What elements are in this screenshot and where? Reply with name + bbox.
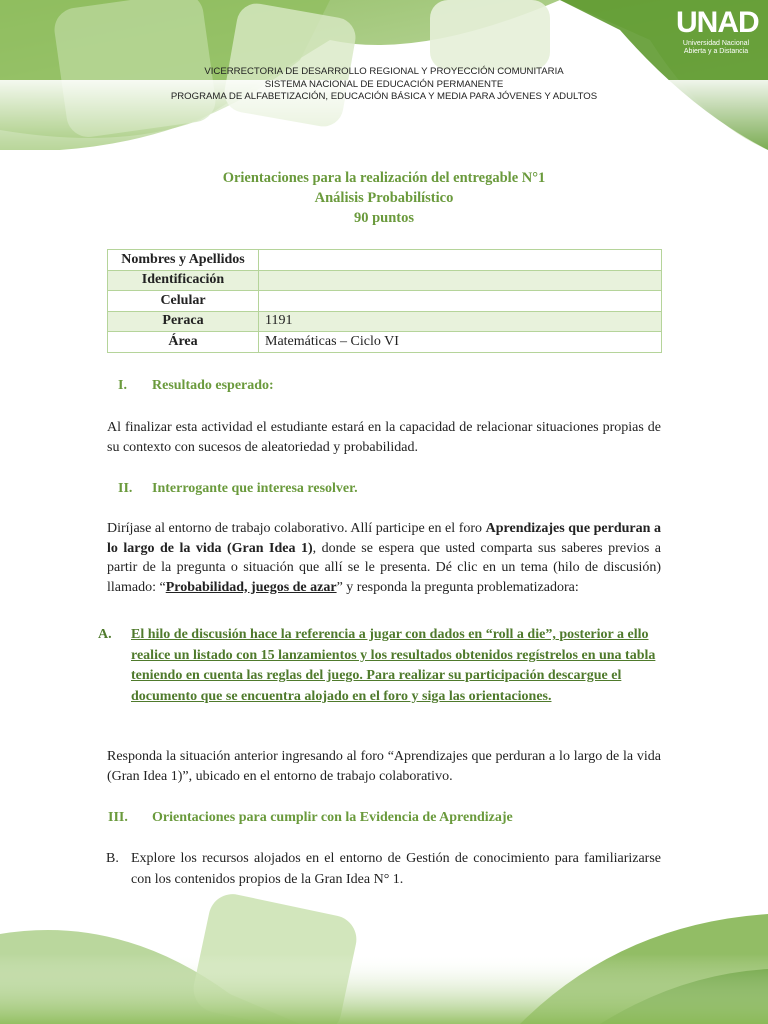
row-value: Matemáticas – Ciclo VI	[259, 332, 662, 353]
topic-link[interactable]: Probabilidad, juegos de azar	[165, 579, 337, 595]
header-line-3: PROGRAMA DE ALFABETIZACIÓN, EDUCACIÓN BÁSICA Y MEDIA PARA JÓVENES Y ADULTOS	[170, 91, 598, 102]
title-line-2: Análisis Probabilístico	[314, 190, 454, 206]
table-row	[108, 250, 662, 271]
item-marker: A.	[98, 627, 112, 642]
title-line-3: 90 puntos	[353, 210, 415, 226]
instructions-paragraph	[107, 519, 661, 597]
section-heading-1	[118, 378, 274, 394]
forum-name: Aprendizajes que perduran a lo largo de la vida (Gran Idea 1)	[107, 521, 661, 556]
row-value[interactable]	[259, 291, 662, 312]
table-row	[108, 291, 662, 312]
text-fragment: ” y responda la pregunta problematizadora:	[336, 579, 579, 595]
table-row	[108, 332, 662, 353]
row-label: Área	[108, 332, 259, 353]
item-marker: B.	[106, 851, 119, 866]
row-label: Nombres y Apellidos	[108, 250, 259, 271]
logo-line-2: Abierta y a Distancia	[683, 48, 749, 55]
row-label: Identificación	[108, 270, 259, 291]
expected-result-paragraph: Al finalizar esta actividad el estudiante estará en la capacidad de relacionar situaciones propias de su contexto con sucesos de aleatoriedad y probabilidad.	[107, 420, 661, 455]
institution-header	[150, 66, 618, 104]
text-fragment: , donde se espera que usted comparta sus saberes previos a partir de la pregunta o situación que allí se le presenta. Dé clic en un tema (hilo de discusión) llamado: “	[107, 540, 661, 595]
table-row	[108, 270, 662, 291]
row-value[interactable]	[259, 270, 662, 291]
row-label: Celular	[108, 291, 259, 312]
section-title: Orientaciones para cumplir con la Evidencia de Aprendizaje	[152, 810, 513, 825]
section-title: Interrogante que interesa resolver.	[152, 481, 358, 496]
section-heading-3	[108, 810, 513, 826]
row-value[interactable]	[259, 250, 662, 271]
document-title	[0, 168, 768, 228]
footer-decoration	[0, 874, 768, 1024]
unad-logo	[676, 6, 759, 56]
row-value: 1191	[259, 311, 662, 332]
header-line-2: SISTEMA NACIONAL DE EDUCACIÓN PERMANENTE	[264, 78, 504, 90]
text-fragment: Diríjase al entorno de trabajo colaborativo. Allí participe en el foro	[107, 521, 486, 536]
title-line-1: Orientaciones para la realización del entregable N°1	[222, 170, 546, 186]
section-number: II.	[118, 481, 133, 496]
item-b-text: Explore los recursos alojados en el entorno de Gestión de conocimiento para familiarizarse con los contenidos propios de la Gran Idea N° 1.	[131, 851, 661, 887]
item-a	[98, 625, 661, 707]
logo-mark: UNAD	[676, 6, 759, 39]
student-info-table	[107, 249, 662, 353]
header-line-1: VICERRECTORIA DE DESARROLLO REGIONAL Y PROYECCIÓN COMUNITARIA	[204, 66, 564, 77]
section-heading-2	[118, 481, 358, 497]
section-title: Resultado esperado:	[152, 378, 274, 393]
response-paragraph: Responda la situación anterior ingresando al foro “Aprendizajes que perduran a lo largo de la vida (Gran Idea 1)”, ubicado en el entorno de trabajo colaborativo.	[107, 749, 661, 784]
section-number: I.	[118, 378, 127, 393]
item-a-text[interactable]: El hilo de discusión hace la referencia a jugar con dados en “roll a die”, posterior a ello realice un listado con 15 lanzamientos y los resultados obtenidos regístrelos en una tabla teniendo en cuenta las reglas del juego. Para realizar su participación descargue el documento que se encuentra alojado en el foro y siga las orientaciones.	[131, 627, 656, 704]
logo-line-1: Universidad Nacional	[682, 40, 750, 47]
table-row	[108, 311, 662, 332]
section-number: III.	[108, 810, 128, 825]
row-label: Peraca	[108, 311, 259, 332]
